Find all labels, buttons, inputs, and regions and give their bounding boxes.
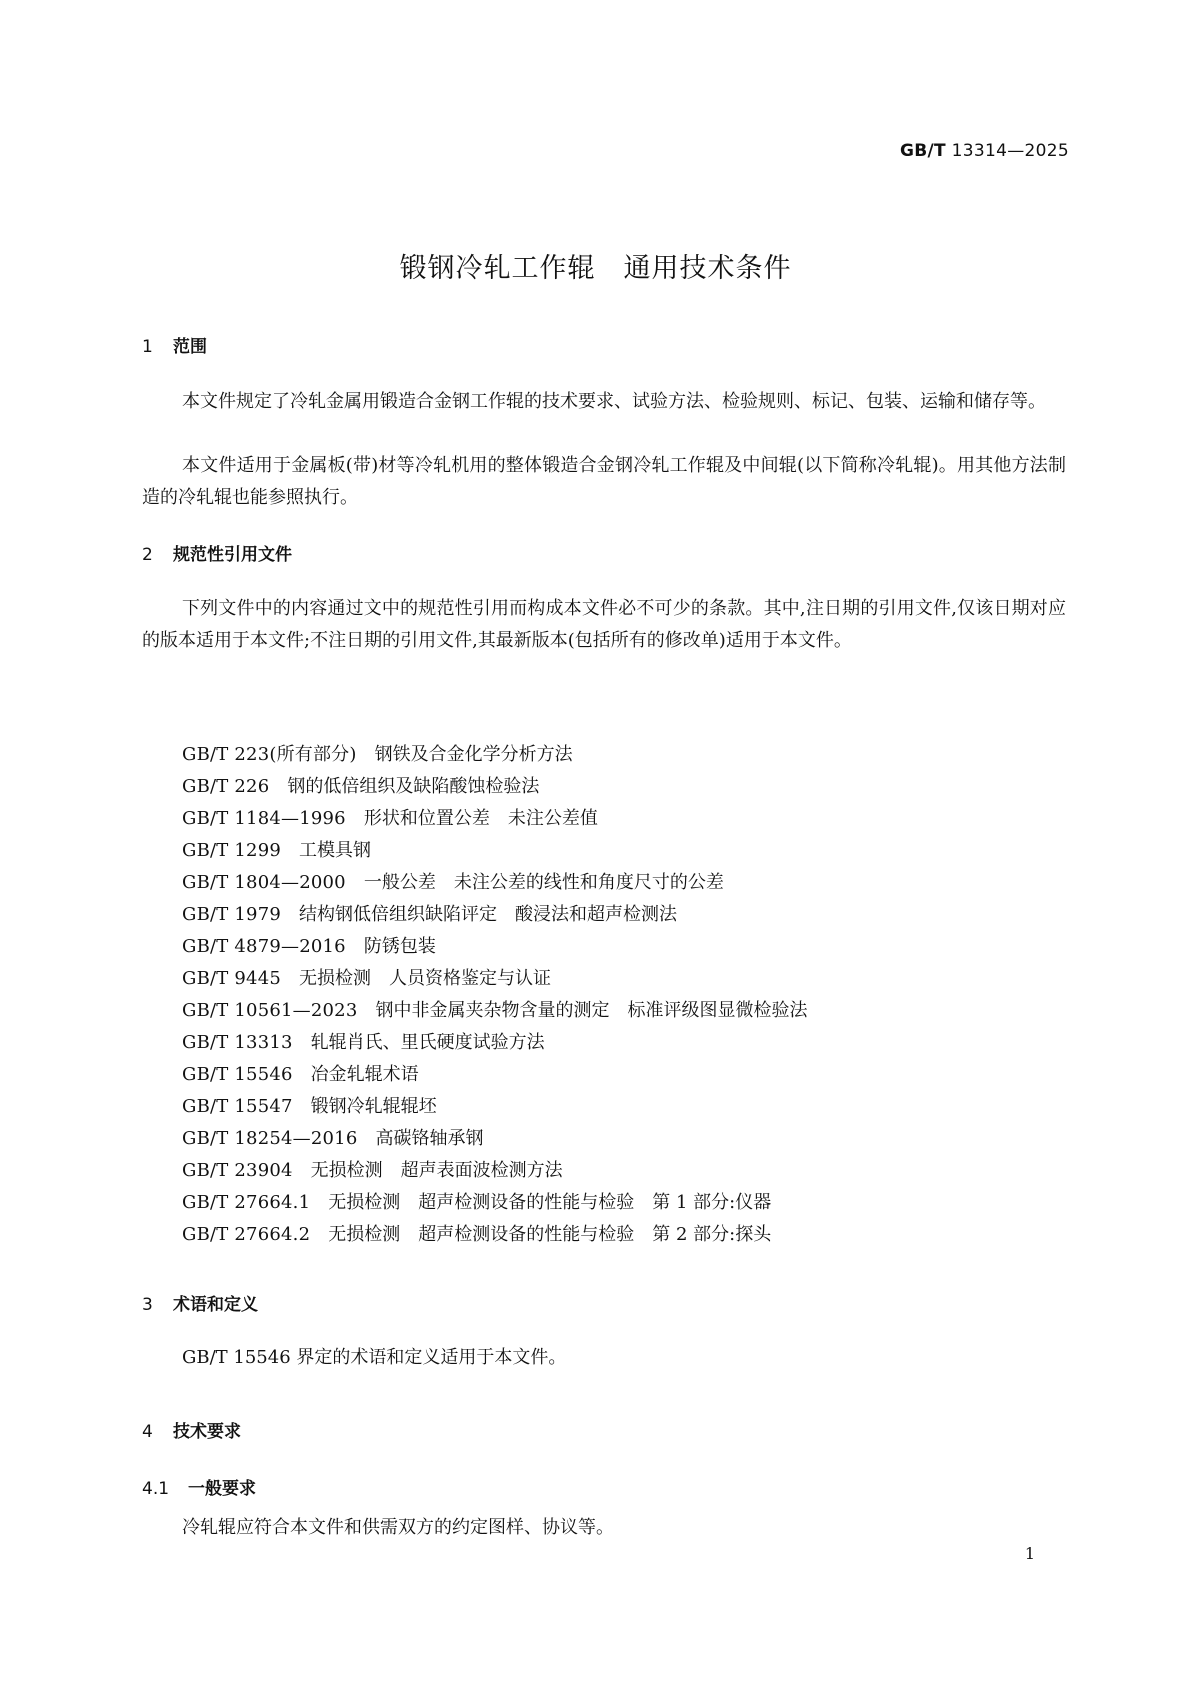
subsection-number: 4.1	[142, 1479, 170, 1499]
reference-code: GB/T 15547	[182, 1096, 293, 1117]
reference-title: 高碳铬轴承钢	[375, 1128, 484, 1149]
list-item	[182, 835, 807, 867]
list-item	[182, 867, 807, 899]
section-title: 术语和定义	[173, 1295, 258, 1315]
reference-title: 无损检测 超声表面波检测方法	[310, 1160, 563, 1181]
reference-title: 工模具钢	[299, 840, 372, 861]
list-item	[182, 1155, 807, 1187]
list-item	[182, 771, 807, 803]
reference-title: 无损检测 超声检测设备的性能与检验 第 2 部分:探头	[328, 1224, 772, 1245]
standard-code	[900, 141, 1069, 161]
standard-number: 13314—2025	[951, 141, 1069, 161]
list-item	[182, 803, 807, 835]
section-heading-scope	[142, 332, 207, 357]
section-title: 范围	[173, 337, 207, 357]
list-item	[182, 899, 807, 931]
list-item	[182, 1027, 807, 1059]
section-number: 2	[142, 545, 153, 565]
list-item	[182, 995, 807, 1027]
reference-code: GB/T 13313	[182, 1032, 293, 1053]
page-number: 1	[1024, 1544, 1035, 1563]
list-item	[182, 1187, 807, 1219]
reference-code: GB/T 4879—2016	[182, 936, 346, 957]
reference-code: GB/T 1299	[182, 840, 282, 861]
reference-code: GB/T 1979	[182, 904, 282, 925]
reference-code: GB/T 226	[182, 776, 270, 797]
reference-title: 无损检测 人员资格鉴定与认证	[299, 968, 552, 989]
reference-title: 锻钢冷轧辊辊坯	[310, 1096, 437, 1117]
document-title: 锻钢冷轧工作辊 通用技术条件	[399, 253, 792, 284]
list-item	[182, 1091, 807, 1123]
reference-title: 无损检测 超声检测设备的性能与检验 第 1 部分:仪器	[328, 1192, 772, 1213]
reference-title: 结构钢低倍组织缺陷评定 酸浸法和超声检测法	[299, 904, 678, 925]
reference-title: 钢中非金属夹杂物含量的测定 标准评级图显微检验法	[375, 1000, 808, 1021]
scope-paragraph-2: 本文件适用于金属板(带)材等冷轧机用的整体锻造合金钢冷轧工作辊及中间辊(以下简称冷轧辊)。用其他方法制造的冷轧辊也能参照执行。	[142, 455, 1066, 508]
reference-title: 轧辊肖氏、里氏硬度试验方法	[310, 1032, 545, 1053]
list-item	[182, 1059, 807, 1091]
section-title: 技术要求	[173, 1422, 241, 1442]
reference-code: GB/T 15546	[182, 1064, 293, 1085]
subsection-title: 一般要求	[188, 1479, 256, 1499]
section-title: 规范性引用文件	[173, 545, 292, 565]
section-heading-normative	[142, 540, 292, 565]
normative-intro-paragraph: 下列文件中的内容通过文中的规范性引用而构成本文件必不可少的条款。其中,注日期的引用文件,仅该日期对应的版本适用于本文件;不注日期的引用文件,其最新版本(包括所有的修改单)适用于本文件。	[142, 598, 1066, 651]
list-item	[182, 1219, 807, 1251]
list-item	[182, 1123, 807, 1155]
reference-title: 钢的低倍组织及缺陷酸蚀检验法	[287, 776, 540, 797]
reference-code: GB/T 1184—1996	[182, 808, 346, 829]
reference-title: 冶金轧辊术语	[310, 1064, 419, 1085]
list-item	[182, 963, 807, 995]
reference-code: GB/T 23904	[182, 1160, 293, 1181]
reference-code: GB/T 18254—2016	[182, 1128, 358, 1149]
reference-list	[182, 739, 807, 1251]
terms-paragraph: GB/T 15546 界定的术语和定义适用于本文件。	[182, 1347, 567, 1368]
list-item	[182, 931, 807, 963]
reference-title: 钢铁及合金化学分析方法	[374, 744, 573, 765]
section-number: 1	[142, 337, 153, 357]
section-number: 3	[142, 1295, 153, 1315]
general-requirements-paragraph: 冷轧辊应符合本文件和供需双方的约定图样、协议等。	[182, 1517, 614, 1538]
reference-title: 形状和位置公差 未注公差值	[363, 808, 598, 829]
reference-title: 防锈包装	[363, 936, 436, 957]
reference-code: GB/T 9445	[182, 968, 282, 989]
subsection-heading-general	[142, 1474, 256, 1499]
section-heading-terms	[142, 1290, 258, 1315]
reference-code: GB/T 1804—2000	[182, 872, 346, 893]
reference-code: GB/T 10561—2023	[182, 1000, 358, 1021]
section-heading-requirements	[142, 1417, 241, 1442]
reference-code: GB/T 27664.2	[182, 1224, 311, 1245]
list-item	[182, 739, 807, 771]
reference-code: GB/T 223(所有部分)	[182, 744, 357, 765]
scope-paragraph-1: 本文件规定了冷轧金属用锻造合金钢工作辊的技术要求、试验方法、检验规则、标记、包装、运输和储存等。	[182, 391, 1046, 412]
section-number: 4	[142, 1422, 153, 1442]
reference-title: 一般公差 未注公差的线性和角度尺寸的公差	[363, 872, 724, 893]
reference-code: GB/T 27664.1	[182, 1192, 311, 1213]
standard-prefix: GB/T	[900, 141, 946, 161]
